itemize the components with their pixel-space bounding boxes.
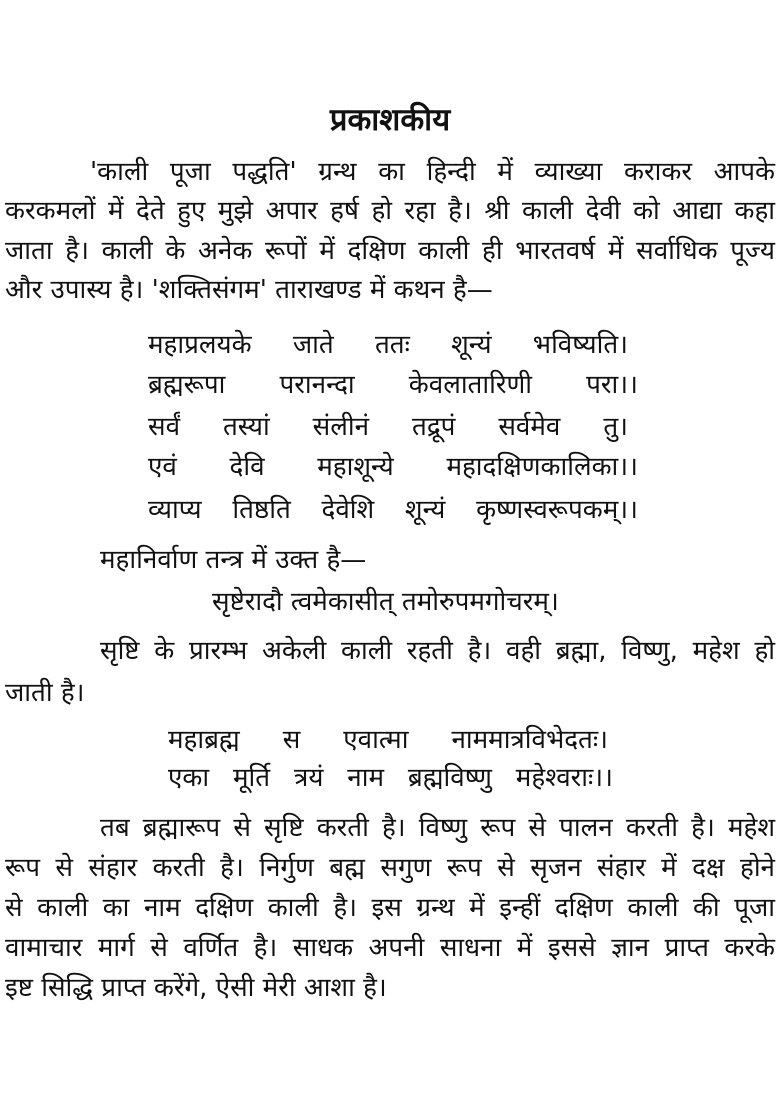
- paragraph-line: 'काली पूजा पद्धति' ग्रन्थ का हिन्दी में व्याख्या कराकर आपके: [90, 157, 775, 187]
- quote-intro: महानिर्वाण तन्त्र में उक्त है—: [100, 545, 367, 575]
- verse-line: महाप्रलयके जाते ततः शून्यं भविष्यति।: [148, 330, 628, 360]
- verse-line: एवं देवि महाशून्ये महादक्षिणकालिका।।: [148, 452, 638, 482]
- paragraph-line: जाती है।: [5, 678, 85, 708]
- paragraph-line: करकमलों में देते हुए मुझे अपार हर्ष हो रहा है। श्री काली देवी को आद्या कहा: [5, 196, 775, 226]
- verse-line: सृष्टेरादौ त्वमेकासीत् तमोरुपमगोचरम्।: [212, 587, 559, 617]
- paragraph-line: से काली का नाम दक्षिण काली है। इस ग्रन्थ में इन्हीं दक्षिण काली की पूजा: [5, 893, 775, 923]
- verse-line: एका मूर्ति त्रयं नाम ब्रह्मविष्णु महेश्वराः।।: [168, 763, 613, 793]
- paragraph-line: इष्ट सिद्धि प्राप्त करेंगे, ऐसी मेरी आशा है।: [5, 973, 387, 1003]
- paragraph-line: जाता है। काली के अनेक रूपों में दक्षिण काली ही भारतवर्ष में सर्वाधिक पूज्य: [5, 236, 775, 266]
- verse-line: महाब्रह्म स एवात्मा नाममात्रविभेदतः।: [168, 725, 608, 755]
- paragraph-line: तब ब्रह्मारूप से सृष्टि करती है। विष्णु रूप से पालन करती है। महेश: [100, 813, 775, 843]
- page-title: प्रकाशकीय: [329, 102, 451, 138]
- paragraph-line: सृष्टि के प्रारम्भ अकेली काली रहती है। वही ब्रह्मा, विष्णु, महेश हो: [100, 636, 775, 666]
- verse-line: ब्रह्मरूपा परानन्दा केवलातारिणी परा।।: [148, 370, 638, 400]
- verse-line: सर्वं तस्यां संलीनं तद्रूपं सर्वमेव तु।: [148, 412, 628, 442]
- paragraph-line: वामाचार मार्ग से वर्णित है। साधक अपनी साधना में इससे ज्ञान प्राप्त करके: [5, 933, 775, 963]
- paragraph-line: रूप से संहार करती है। निर्गुण बह्म सगुण रूप से सृजन संहार में दक्ष होने: [5, 853, 775, 883]
- paragraph-line: और उपास्य है। 'शक्तिसंगम' ताराखण्ड में कथन है—: [5, 275, 493, 305]
- verse-line: व्याप्य तिष्ठति देवेशि शून्यं कृष्णस्वरूपकम्।।: [148, 495, 638, 525]
